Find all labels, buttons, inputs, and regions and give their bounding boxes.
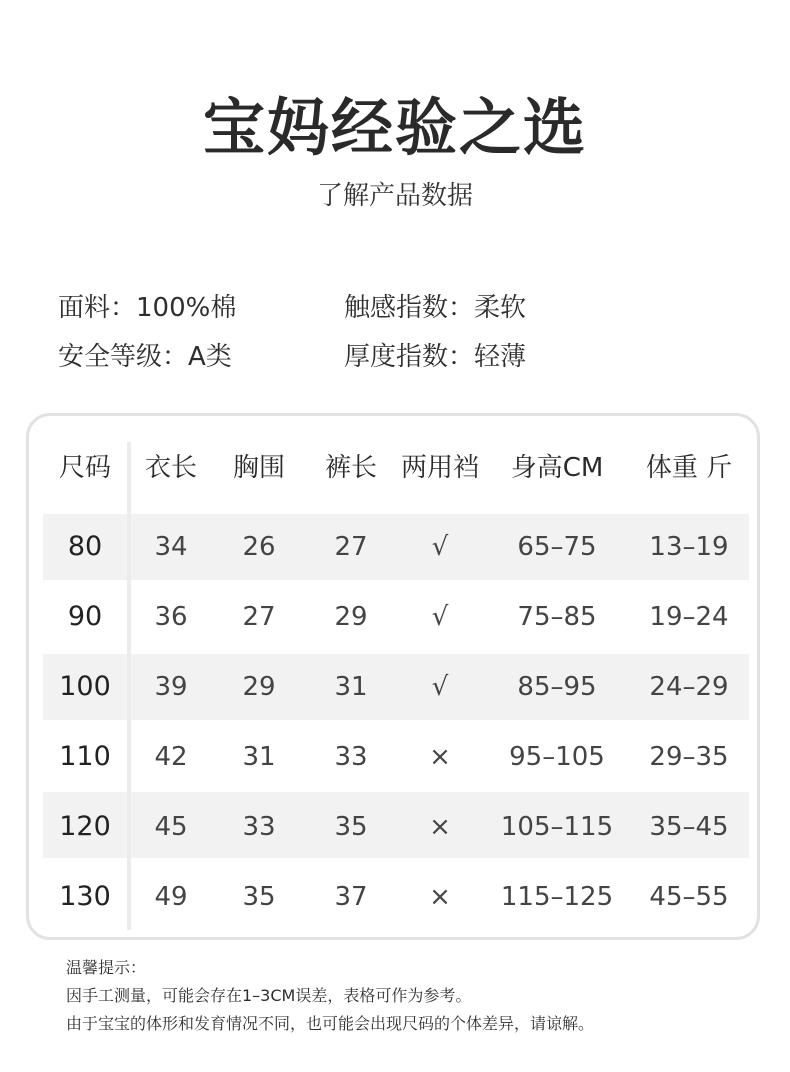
column-divider	[127, 442, 131, 930]
cell-height: 75–85	[517, 602, 597, 632]
header-crotch: 两用裆	[400, 453, 479, 483]
cell-length: 42	[154, 742, 188, 772]
cell-length: 39	[154, 672, 188, 702]
cell-length: 34	[154, 532, 188, 562]
header-weight: 体重 斤	[645, 453, 733, 483]
cell-weight: 35–45	[649, 812, 729, 842]
tips-line: 因手工测量，可能会存在1–3CM误差，表格可作为参考。	[66, 986, 472, 1005]
cell-height: 95–105	[509, 742, 605, 772]
cell-weight: 19–24	[649, 602, 729, 632]
cell-length: 45	[154, 812, 188, 842]
cell-weight: 24–29	[649, 672, 729, 702]
cell-chest: 29	[242, 672, 276, 702]
spec-thickness: 厚度指数：轻薄	[344, 342, 527, 372]
cell-pants-length: 29	[334, 602, 368, 632]
cell-weight: 29–35	[649, 742, 729, 772]
page-subtitle: 了解产品数据	[316, 181, 473, 211]
cell-length: 36	[154, 602, 188, 632]
cell-pants-length: 27	[334, 532, 368, 562]
cell-size: 100	[59, 671, 111, 702]
cell-pants-length: 37	[334, 882, 368, 912]
cell-pants-length: 33	[334, 742, 368, 772]
cell-chest: 26	[242, 532, 276, 562]
cell-chest: 33	[242, 812, 276, 842]
cell-height: 65–75	[517, 532, 597, 562]
tips-section	[66, 954, 594, 1038]
cell-crotch: ×	[429, 742, 451, 772]
cell-crotch: ×	[429, 882, 451, 912]
header-size: 尺码	[58, 453, 111, 483]
cell-size: 120	[59, 811, 111, 842]
cell-height: 115–125	[500, 882, 614, 912]
cell-crotch: √	[431, 602, 449, 632]
header-length: 衣长	[144, 453, 197, 483]
cell-height: 105–115	[500, 812, 614, 842]
size-table	[26, 413, 760, 940]
cell-pants-length: 31	[334, 672, 368, 702]
spec-safety: 安全等级：A类	[58, 342, 232, 372]
tips-line: 由于宝宝的体形和发育情况不同，也可能会出现尺码的个体差异，请谅解。	[66, 1014, 595, 1033]
cell-size: 80	[67, 531, 103, 562]
header-chest: 胸围	[232, 453, 285, 483]
cell-weight: 13–19	[649, 532, 729, 562]
cell-chest: 35	[242, 882, 276, 912]
cell-size: 90	[67, 601, 103, 632]
cell-chest: 31	[242, 742, 276, 772]
cell-crotch: √	[431, 532, 449, 562]
header-height: 身高CM	[510, 453, 604, 483]
cell-size: 110	[59, 741, 111, 772]
cell-pants-length: 35	[334, 812, 368, 842]
cell-chest: 27	[242, 602, 276, 632]
header-pants-length: 裤长	[324, 453, 377, 483]
cell-size: 130	[59, 881, 111, 912]
spec-touch: 触感指数：柔软	[344, 293, 527, 323]
cell-crotch: ×	[429, 812, 451, 842]
tips-heading: 温馨提示：	[66, 958, 147, 977]
cell-length: 49	[154, 882, 188, 912]
cell-height: 85–95	[517, 672, 597, 702]
spec-fabric: 面料：100%棉	[58, 293, 237, 323]
page-title: 宝妈经验之选	[202, 91, 587, 164]
cell-weight: 45–55	[649, 882, 729, 912]
cell-crotch: √	[431, 672, 449, 702]
